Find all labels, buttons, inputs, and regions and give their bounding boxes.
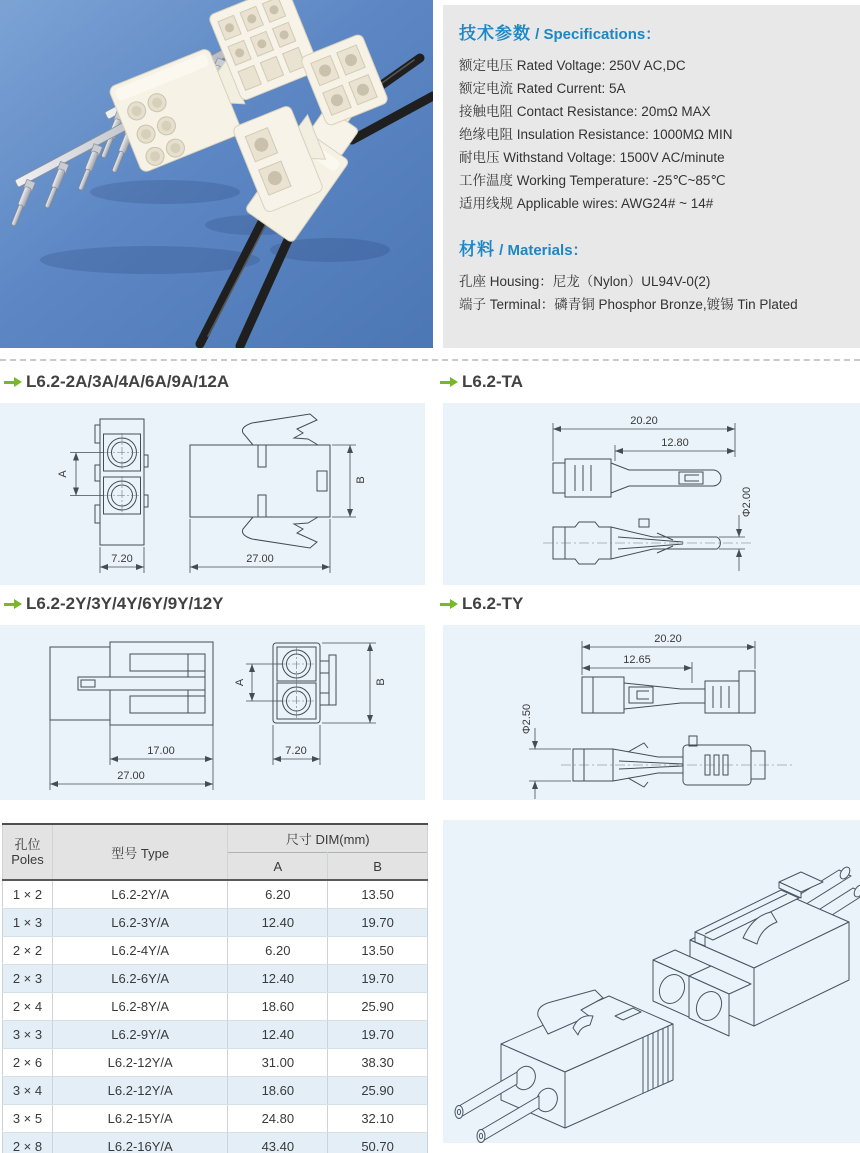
materials-title-cn: 材料 [459, 240, 495, 259]
front-view-outline [273, 643, 336, 723]
cell-poles: 2 × 6 [3, 1049, 53, 1077]
green-arrow-icon [440, 381, 451, 384]
header-type: 型号 Type [52, 824, 228, 880]
housing-a-technical-drawing [0, 403, 425, 585]
table-row [3, 1021, 428, 1049]
cell-type: L6.2-4Y/A [52, 937, 228, 965]
cell-poles: 2 × 2 [3, 937, 53, 965]
section-header-terminal-ty [440, 594, 523, 614]
header-dim: 尺寸 DIM(mm) [228, 824, 428, 853]
section-title: L6.2-TA [462, 372, 524, 391]
specifications-title-cn: 技术参数 [459, 24, 531, 43]
specifications-title-en: / Specifications： [535, 26, 661, 43]
section-title: L6.2-2A/3A/4A/6A/9A/12A [26, 372, 230, 391]
cell-type: L6.2-9Y/A [52, 1021, 228, 1049]
cell-type: L6.2-16Y/A [52, 1133, 228, 1153]
header-poles [3, 824, 53, 880]
section-header-terminal-ta [440, 372, 523, 392]
cell-poles: 2 × 8 [3, 1133, 53, 1153]
cell-dim-b: 19.70 [328, 909, 428, 937]
cell-dim-b: 19.70 [328, 1021, 428, 1049]
dim-label-pitch-a: A [234, 678, 246, 687]
dim-label-socket-diameter: Φ2.50 [521, 703, 533, 735]
drawing-panel-terminal-ta [443, 403, 860, 585]
cell-dim-b: 13.50 [328, 937, 428, 965]
dim-label-body-length: 17.00 [147, 745, 175, 757]
cell-dim-a: 43.40 [228, 1133, 328, 1153]
header-poles-en: Poles [11, 852, 44, 867]
spec-applicable-wires: 适用线规 Applicable wires: AWG24# ~ 14# [459, 196, 714, 211]
material-terminal: 端子 Terminal：磷青铜 Phosphor Bronze,镀锡 Tin Plated [459, 297, 798, 312]
cell-poles: 3 × 5 [3, 1105, 53, 1133]
cell-poles: 3 × 3 [3, 1021, 53, 1049]
cell-dim-b: 25.90 [328, 993, 428, 1021]
receptacle-connector [653, 865, 860, 1036]
cell-dim-a: 12.40 [228, 965, 328, 993]
dim-label-contact-length: 12.65 [623, 654, 651, 666]
terminal-top-view [553, 519, 720, 564]
cell-dim-a: 18.60 [228, 1077, 328, 1105]
table-row [3, 1077, 428, 1105]
header-col-a: A [228, 853, 328, 881]
product-photo-illustration [0, 0, 433, 348]
cell-type: L6.2-8Y/A [52, 993, 228, 1021]
dim-label-width: 7.20 [285, 745, 307, 757]
cell-type: L6.2-12Y/A [52, 1049, 228, 1077]
cell-poles: 2 × 4 [3, 993, 53, 1021]
cell-poles: 2 × 3 [3, 965, 53, 993]
dim-label-pitch-a: A [57, 470, 69, 478]
cell-dim-b: 13.50 [328, 880, 428, 909]
dim-label-total-length: 20.20 [654, 633, 682, 645]
cell-type: L6.2-3Y/A [52, 909, 228, 937]
table-row [3, 1105, 428, 1133]
section-title: L6.2-2Y/3Y/4Y/6Y/9Y/12Y [26, 594, 224, 613]
dim-label-height-b: B [355, 476, 367, 484]
table-row [3, 880, 428, 909]
section-header-housing-y [4, 594, 224, 614]
spec-rated-voltage: 额定电压 Rated Voltage: 250V AC,DC [459, 58, 686, 73]
dim-label-total-length: 20.20 [630, 415, 658, 427]
housing-y-technical-drawing [0, 625, 425, 800]
side-view-outline [190, 414, 330, 548]
section-header-housing-a [4, 372, 229, 392]
cell-poles: 1 × 2 [3, 880, 53, 909]
cell-dim-b: 50.70 [328, 1133, 428, 1153]
specifications-panel [443, 5, 860, 348]
terminal-side-view [582, 671, 755, 713]
dim-label-width: 7.20 [111, 553, 133, 565]
spec-insulation-resistance: 绝缘电阻 Insulation Resistance: 1000MΩ MIN [459, 127, 733, 142]
table-row [3, 993, 428, 1021]
dim-label-pin-diameter: Φ2.00 [741, 486, 753, 518]
cell-dim-b: 25.90 [328, 1077, 428, 1105]
cell-dim-a: 6.20 [228, 880, 328, 909]
terminal-ta-technical-drawing [443, 403, 860, 585]
green-arrow-icon [440, 603, 451, 606]
section-title: L6.2-TY [462, 594, 524, 613]
plug-connector [455, 990, 673, 1143]
front-view-centerlines [103, 433, 141, 515]
cell-dim-a: 18.60 [228, 993, 328, 1021]
cell-type: L6.2-6Y/A [52, 965, 228, 993]
cell-dim-a: 31.00 [228, 1049, 328, 1077]
dim-label-contact-length: 12.80 [661, 437, 689, 449]
drawing-panel-housing-a [0, 403, 425, 585]
dashed-divider [0, 359, 860, 361]
cell-poles: 3 × 4 [3, 1077, 53, 1105]
cell-dim-b: 32.10 [328, 1105, 428, 1133]
spec-working-temperature: 工作温度 Working Temperature: -25℃~85℃ [459, 173, 726, 188]
table-row [3, 965, 428, 993]
dim-label-length: 27.00 [246, 553, 274, 565]
dimension-table-wrap [2, 823, 428, 1153]
spec-withstand-voltage: 耐电压 Withstand Voltage: 1500V AC/minute [459, 150, 725, 165]
drawing-panel-mating-pair [443, 820, 860, 1143]
cell-dim-a: 6.20 [228, 937, 328, 965]
green-arrow-icon [4, 603, 15, 606]
drawing-panel-terminal-ty [443, 625, 860, 800]
terminal-ty-technical-drawing [443, 625, 860, 800]
cell-dim-a: 24.80 [228, 1105, 328, 1133]
spec-rated-current: 额定电流 Rated Current: 5A [459, 81, 626, 96]
cell-dim-a: 12.40 [228, 1021, 328, 1049]
front-view-outline [95, 419, 148, 545]
materials-title-en: / Materials： [499, 242, 588, 259]
terminal-side-view [553, 459, 721, 497]
green-arrow-icon [4, 381, 15, 384]
spec-contact-resistance: 接触电阻 Contact Resistance: 20mΩ MAX [459, 104, 711, 119]
cell-dim-b: 38.30 [328, 1049, 428, 1077]
cell-type: L6.2-2Y/A [52, 880, 228, 909]
terminal-top-view [573, 736, 765, 787]
cell-dim-a: 12.40 [228, 909, 328, 937]
drawing-panel-housing-y [0, 625, 425, 800]
table-row [3, 909, 428, 937]
table-row [3, 1049, 428, 1077]
mating-pair-isometric-drawing [443, 820, 860, 1143]
specifications-title [459, 19, 848, 44]
material-housing: 孔座 Housing：尼龙（Nylon）UL94V-0(2) [459, 274, 711, 289]
cell-poles: 1 × 3 [3, 909, 53, 937]
cell-dim-b: 19.70 [328, 965, 428, 993]
header-col-b: B [328, 853, 428, 881]
table-row [3, 937, 428, 965]
cell-type: L6.2-12Y/A [52, 1077, 228, 1105]
cell-type: L6.2-15Y/A [52, 1105, 228, 1133]
mating-blade [78, 677, 205, 690]
product-photo [0, 0, 433, 348]
dimension-table [2, 823, 428, 1153]
dim-label-total-length: 27.00 [117, 770, 145, 782]
header-poles-cn: 孔位 [14, 837, 41, 852]
table-row [3, 1133, 428, 1153]
materials-title [459, 235, 848, 260]
dim-label-height-b: B [375, 678, 387, 686]
